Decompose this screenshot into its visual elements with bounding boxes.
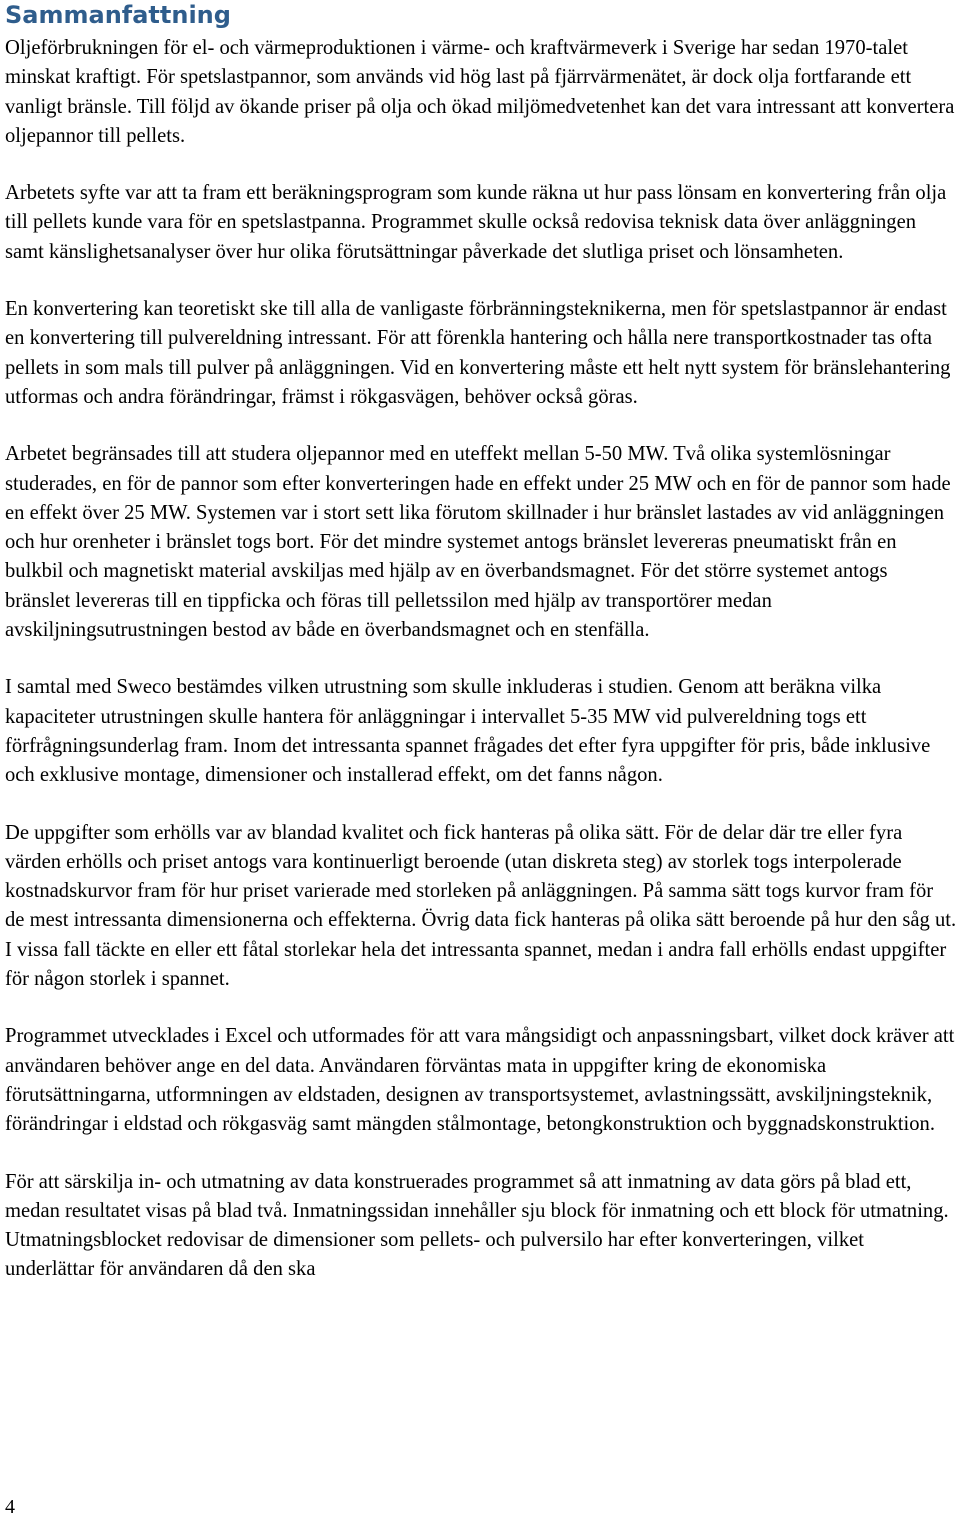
paragraph: I samtal med Sweco bestämdes vilken utrustning som skulle inkluderas i studien. Genom att beräkna vilka kapaciteter utrustningen skulle hantera för anläggningar i intervallet 5-35 MW vid pulvereldning togs ett förfrågningsunderlag fram. Inom det intressanta spannet frågades det efter fyra uppgifter för pris, både inklusive och exklusive montage, dimensioner och installerad effekt, om det fanns någon. — [5, 676, 931, 787]
paragraph: För att särskilja in- och utmatning av data konstruerades programmet så att inmatning av data görs på blad ett, medan resultatet visas på blad två. Inmatningssidan innehåller sju block för inmatning och ett block för utmatning. Utmatningsblocket redovisar de dimensioner som pellets- och pulversilo har efter konverteringen, vilket underlättar för användaren då den ska — [5, 1170, 949, 1281]
section-heading: Sammanfattning — [5, 1, 231, 29]
paragraph: Programmet utvecklades i Excel och utformades för att vara mångsidigt och anpassningsbart, vilket dock kräver att användaren behöver ange en del data. Användaren förväntas mata in uppgifter kring de ekonomiska förutsättningarna, utformningen av eldstaden, designen av transportsystemet, avlastningssätt, avskiljningsteknik, förändringar i eldstad och rökgasväg samt mängden stålmontage, betongkonstruktion och byggnadskonstruktion. — [5, 1025, 955, 1136]
paragraph: Arbetets syfte var att ta fram ett beräkningsprogram som kunde räkna ut hur pass lönsam en konvertering från olja till pellets kunde vara för en spetslastpanna. Programmet skulle också redovisa teknisk data över anläggningen samt känslighetsanalyser över hur olika förutsättningar påverkade det slutliga priset och lönsamheten. — [5, 182, 947, 263]
paragraph: De uppgifter som erhölls var av blandad kvalitet och fick hanteras på olika sätt. För de delar där tre eller fyra värden erhölls och priset antogs vara kontinuerligt beroende (utan diskreta steg) av storlek togs interpolerade kostnadskurvor fram för hur priset varierade med storleken på anläggningen. På samma sätt togs kurvor fram för de mest intressanta dimensionerna och effekterna. Övrig data fick hanteras på olika sätt beroende på hur den såg ut. I vissa fall täckte en eller ett fåtal storlekar hela det intressanta spannet, medan i andra fall erhölls endast uppgifter för någon storlek i spannet. — [5, 821, 957, 991]
paragraph: En konvertering kan teoretiskt ske till alla de vanligaste förbränningsteknikerna, men för spetslastpannor är endast en konvertering till pulvereldning intressant. För att förenkla hantering och hålla nere transportkostnader tas ofta pellets in som mals till pulver på anläggningen. Vid en konvertering måste ett helt nytt system för bränslehantering utformas och andra förändringar, främst i rökgasvägen, behöver också göras. — [5, 298, 951, 408]
page-number: 4 — [5, 1496, 15, 1518]
paragraph: Arbetet begränsades till att studera oljepannor med en uteffekt mellan 5-50 MW. Två olika systemlösningar studerades, en för de pannor som efter konverteringen hade en effekt under 25 MW och en för de pannor som hade en effekt över 25 MW. Systemen var i stort sett lika förutom skillnader i hur bränslet lastades av vid anläggningen och hur orenheter i bränslet togs bort. För det mindre systemet antogs bränslet levereras pneumatiskt från en bulkbil och magnetiskt material avskiljas med hjälp av en överbandsmagnet. För det större systemet antogs bränslet levereras till en tippficka och föras till pelletssilon med hjälp av transportörer medan avskiljningsutrustningen bestod av både en överbandsmagnet och en stenfälla. — [5, 443, 951, 642]
paragraph: Oljeförbrukningen för el- och värmeproduktionen i värme- och kraftvärmeverk i Sverige har sedan 1970-talet minskat kraftigt. För spetslastpannor, som används vid hög last på fjärrvärmenätet, är dock olja fortfarande ett vanligt bränsle. Till följd av ökande priser på olja och ökad miljömedvetenhet kan det vara intressant att konvertera oljepannor till pellets. — [5, 37, 955, 147]
document-page — [5, 0, 957, 1313]
